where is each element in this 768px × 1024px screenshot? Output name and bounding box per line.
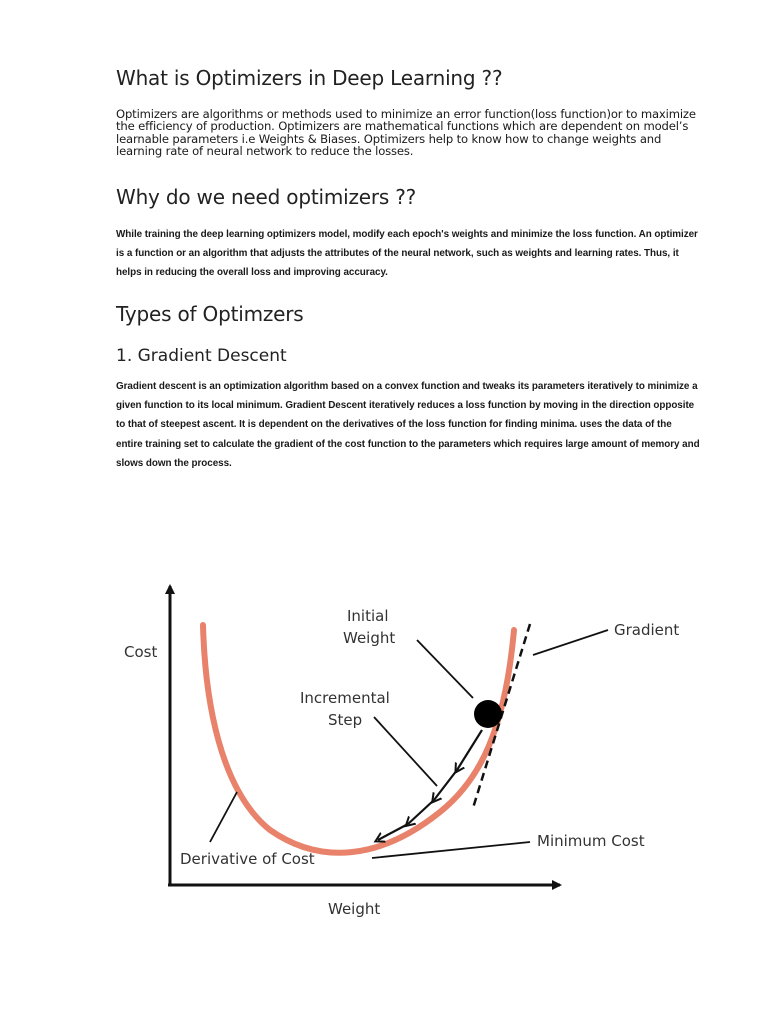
heading-why-need-optimizers: Why do we need optimizers ?? bbox=[116, 185, 417, 209]
label-gradient: Gradient bbox=[614, 621, 680, 639]
y-axis-label: Cost bbox=[124, 643, 158, 661]
x-axis-label: Weight bbox=[328, 900, 381, 918]
heading-what-is-optimizers: What is Optimizers in Deep Learning ?? bbox=[116, 66, 503, 90]
label-incremental-line1: Incremental bbox=[300, 689, 390, 707]
paragraph-gradient-descent: Gradient descent is an optimization algorithm based on a convex function and tweaks its parameters iteratively to minimize a given function to its local minimum. Gradient Descent iteratively reduces a loss function by moving in the direction opposite to that of steepest ascent. It is dependent on the derivatives of the loss function for finding minima. uses the data of the entire training set to calculate the gradient of the cost function to the parameters which requires large amount of memory and slows down the process. bbox=[116, 381, 700, 469]
leader-gradient bbox=[533, 630, 608, 655]
label-derivative-of-cost: Derivative of Cost bbox=[180, 850, 315, 868]
leader-derivative bbox=[210, 792, 237, 842]
initial-weight-point bbox=[474, 700, 502, 728]
leader-minimum-cost bbox=[372, 842, 530, 858]
gradient-descent-diagram bbox=[0, 560, 768, 940]
leader-initial-weight bbox=[417, 640, 473, 698]
heading-gradient-descent: 1. Gradient Descent bbox=[116, 346, 287, 366]
label-minimum-cost: Minimum Cost bbox=[537, 832, 645, 850]
label-incremental-line2: Step bbox=[328, 711, 363, 729]
leader-incremental-step bbox=[374, 717, 437, 786]
label-initial-weight-line2: Weight bbox=[343, 629, 396, 647]
paragraph-what-is-optimizers: Optimizers are algorithms or methods used to minimize an error function(loss function)or to maximize the efficiency of production. Optimizers are mathematical functions which are dependent on model’s learnable parameters i.e Weights & Biases. Optimizers help to know how to change weights and learning rate of neural network to reduce the losses. bbox=[116, 107, 696, 159]
cost-curve bbox=[203, 625, 514, 853]
label-initial-weight-line1: Initial bbox=[347, 607, 389, 625]
heading-types-of-optimizers: Types of Optimzers bbox=[116, 302, 304, 326]
paragraph-why-need-optimizers: While training the deep learning optimizers model, modify each epoch's weights and minimize the loss function. An optimizer is a function or an algorithm that adjusts the attributes of the neural network, such as weights and learning rates. Thus, it helps in reducing the overall loss and improving accuracy. bbox=[116, 229, 698, 279]
